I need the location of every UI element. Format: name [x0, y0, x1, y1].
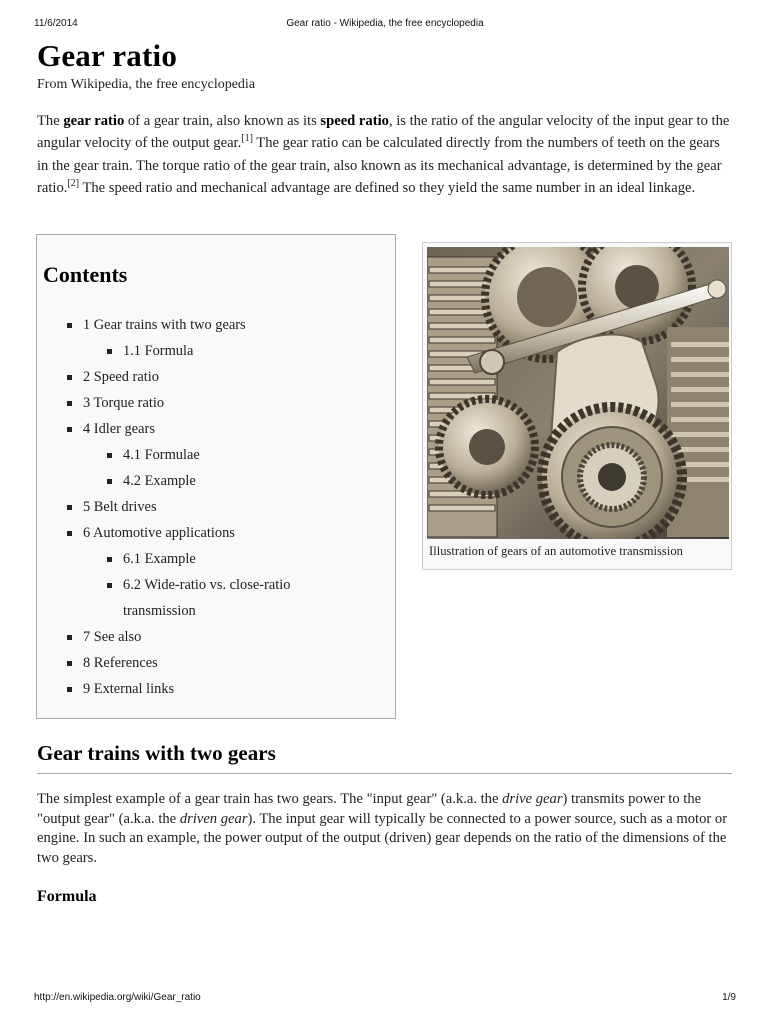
- term-gear-ratio: gear ratio: [63, 113, 125, 129]
- page-tagline: From Wikipedia, the free encyclopedia: [37, 77, 256, 92]
- bullet-icon: [67, 661, 72, 666]
- print-page-number: 1/9: [722, 992, 736, 1003]
- figure-thumbnail: [422, 242, 732, 570]
- toc-item-idler-gears[interactable]: 4 Idler gears: [37, 416, 323, 442]
- bullet-icon: [107, 583, 112, 588]
- term-drive-gear: drive gear: [502, 791, 563, 807]
- toc-item-formulae[interactable]: 4.1 Formulae: [37, 442, 323, 468]
- gears-image[interactable]: [427, 247, 729, 539]
- page-title: Gear ratio: [37, 38, 178, 73]
- toc-item-automotive[interactable]: 6 Automotive applications: [37, 520, 323, 546]
- toc-item-torque-ratio[interactable]: 3 Torque ratio: [37, 390, 323, 416]
- term-driven-gear: driven gear: [179, 810, 248, 827]
- bullet-icon: [107, 557, 112, 562]
- section-paragraph: The simplest example of a gear train has two gears. The "input gear" (a.k.a. the drive gear) transmits power to the "output gear" (a.k.a. the driven gear). The input gear will typically be connected to a power source, such as a motor or engine. In such an example, the power output of the output (driven) gear depends on the ratio of the dimensions of the two gears.: [37, 791, 728, 866]
- print-header: [34, 18, 736, 32]
- bullet-icon: [67, 505, 72, 510]
- bullet-icon: [67, 401, 72, 406]
- print-page-title: Gear ratio - Wikipedia, the free encyclopedia: [286, 18, 484, 29]
- toc-item-gear-trains[interactable]: 1 Gear trains with two gears: [37, 312, 323, 338]
- toc-item-example[interactable]: 4.2 Example: [37, 468, 323, 494]
- table-of-contents: [36, 234, 396, 719]
- figure-caption: Illustration of gears of an automotive transmission: [429, 544, 683, 558]
- toc-item-belt-drives[interactable]: 5 Belt drives: [37, 494, 323, 520]
- print-date: 11/6/2014: [34, 18, 78, 29]
- toc-item-formula[interactable]: 1.1 Formula: [37, 338, 323, 364]
- citation-2[interactable]: [2]: [67, 178, 80, 190]
- bullet-icon: [107, 453, 112, 458]
- citation-1[interactable]: [1]: [241, 133, 253, 145]
- lead-paragraph: The gear ratio of a gear train, also known as its speed ratio, is the ratio of the angular velocity of the input gear to the angular velocity of the output gear.[1] The gear ratio can be calculated directly from the numbers of teeth on the gears in the gear train. The torque ratio of the gear train, also known as its mechanical advantage, is determined by the gear ratio.[2] The speed ratio and mechanical advantage are defined so they yield the same number in an ideal linkage.: [37, 113, 730, 197]
- section-divider: [37, 773, 732, 774]
- bullet-icon: [67, 687, 72, 692]
- toc-item-speed-ratio[interactable]: 2 Speed ratio: [37, 364, 323, 390]
- bullet-icon: [67, 375, 72, 380]
- print-footer: [34, 992, 736, 1006]
- toc-title: Contents: [43, 262, 128, 287]
- toc-item-external-links[interactable]: 9 External links: [37, 676, 323, 702]
- bullet-icon: [107, 479, 112, 484]
- bullet-icon: [107, 349, 112, 354]
- bullet-icon: [67, 427, 72, 432]
- section-heading: Gear trains with two gears: [37, 741, 276, 765]
- print-url: http://en.wikipedia.org/wiki/Gear_ratio: [34, 992, 201, 1003]
- bullet-icon: [67, 323, 72, 328]
- subsection-heading: Formula: [37, 888, 97, 905]
- toc-item-see-also[interactable]: 7 See also: [37, 624, 323, 650]
- bullet-icon: [67, 531, 72, 536]
- toc-item-automotive-example[interactable]: 6.1 Example: [37, 546, 323, 572]
- toc-item-wide-ratio[interactable]: 6.2 Wide-ratio vs. close-ratio transmission: [37, 572, 323, 624]
- toc-item-references[interactable]: 8 References: [37, 650, 323, 676]
- toc-list: [37, 312, 323, 702]
- term-speed-ratio: speed ratio: [320, 113, 389, 129]
- bullet-icon: [67, 635, 72, 640]
- gears-illustration: [427, 247, 729, 539]
